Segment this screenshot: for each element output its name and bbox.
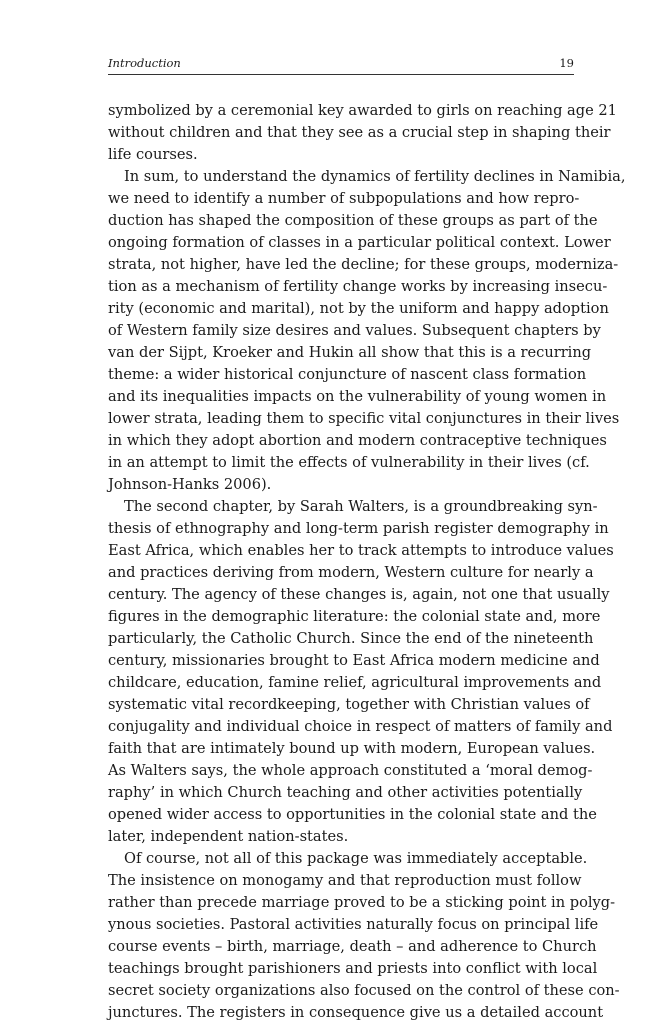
text-line: conjugality and individual choice in respect of matters of family and [108,718,613,735]
text-line: Of course, not all of this package was immediately acceptable. [124,850,588,867]
text-line: without children and that they see as a crucial step in shaping their [108,124,611,141]
text-line: secret society organizations also focused on the control of these con- [108,982,620,999]
text-line: course events – birth, marriage, death – and adherence to Church [108,938,597,955]
text-line: century. The agency of these changes is, again, not one that usually [108,586,610,603]
text-line: thesis of ethnography and long-term parish register demography in [108,520,609,537]
text-line: and its inequalities impacts on the vulnerability of young women in [108,388,607,405]
running-header [108,54,574,75]
text-line: van der Sijpt, Kroeker and Hukin all show that this is a recurring [108,344,592,361]
text-line: century, missionaries brought to East Africa modern medicine and [108,652,600,669]
text-line: ongoing formation of classes in a particular political context. Lower [108,234,611,251]
text-line: rity (economic and marital), not by the uniform and happy adoption [108,300,609,317]
text-line: Johnson-Hanks 2006). [108,476,272,493]
text-line: figures in the demographic literature: the colonial state and, more [108,608,601,625]
text-line: strata, not higher, have led the decline; for these groups, moderniza- [108,256,619,273]
text-line: life courses. [108,146,198,163]
text-line: junctures. The registers in consequence give us a detailed account [108,1004,604,1021]
text-line: later, independent nation-states. [108,828,349,845]
text-line: ynous societies. Pastoral activities naturally focus on principal life [108,916,599,933]
text-line: systematic vital recordkeeping, together with Christian values of [108,696,590,713]
text-line: opened wider access to opportunities in the colonial state and the [108,806,597,823]
text-line: of Western family size desires and values. Subsequent chapters by [108,322,601,339]
text-line: we need to identify a number of subpopulations and how repro- [108,190,580,207]
text-line: and practices deriving from modern, Western culture for nearly a [108,564,594,581]
text-line: East Africa, which enables her to track attempts to introduce values [108,542,614,559]
text-line: The second chapter, by Sarah Walters, is a groundbreaking syn- [124,498,598,515]
text-line: raphy’ in which Church teaching and other activities potentially [108,784,583,801]
text-line: In sum, to understand the dynamics of fertility declines in Namibia, [124,168,626,185]
text-line: teachings brought parishioners and priests into conflict with local [108,960,598,977]
text-line: childcare, education, famine relief, agricultural improvements and [108,674,602,691]
text-line: tion as a mechanism of fertility change works by increasing insecu- [108,278,608,295]
text-line: particularly, the Catholic Church. Since the end of the nineteenth [108,630,594,647]
text-line: lower strata, leading them to specific vital conjunctures in their lives [108,410,620,427]
text-line: in an attempt to limit the effects of vulnerability in their lives (cf. [108,454,590,471]
text-line: symbolized by a ceremonial key awarded to girls on reaching age 21 [108,102,617,119]
body-text [108,100,626,1024]
page-number: 19 [559,56,574,70]
text-line: As Walters says, the whole approach constituted a ‘moral demog- [108,762,593,779]
text-line: theme: a wider historical conjuncture of nascent class formation [108,366,587,383]
text-line: rather than precede marriage proved to be a sticking point in polyg- [108,894,616,911]
text-line: in which they adopt abortion and modern contraceptive techniques [108,432,607,449]
text-line: duction has shaped the composition of these groups as part of the [108,212,598,229]
running-head-title: Introduction [108,56,181,70]
text-line: faith that are intimately bound up with modern, European values. [108,740,596,757]
text-line: The insistence on monogamy and that reproduction must follow [108,872,582,889]
